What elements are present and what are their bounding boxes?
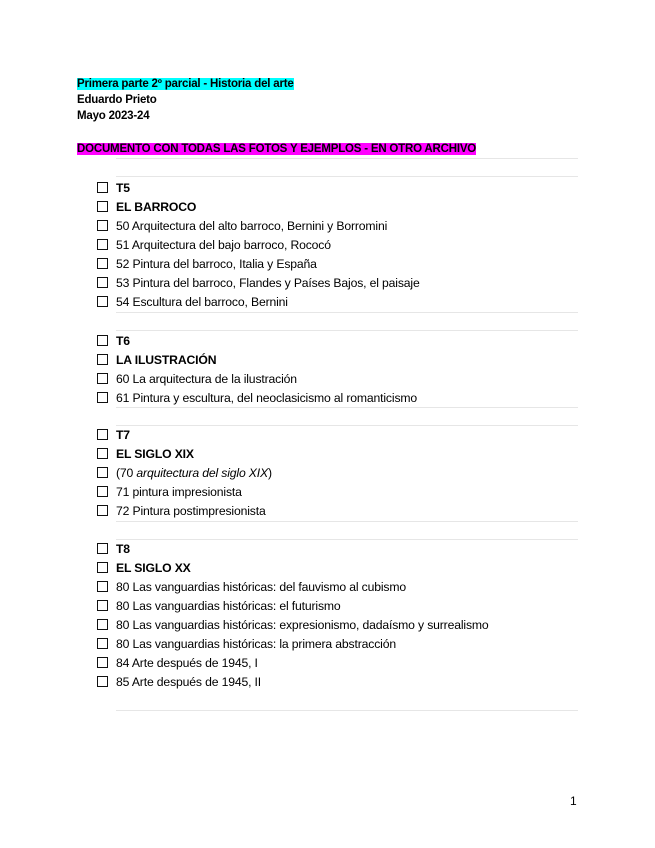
item-label: LA ILUSTRACIÓN: [116, 352, 217, 367]
checkbox[interactable]: [97, 239, 108, 250]
item-label-prefix: (70: [116, 465, 137, 480]
checklist-item[interactable]: [97, 292, 420, 311]
item-label: 80 Las vanguardias históricas: expresionismo, dadaísmo y surrealismo: [116, 617, 489, 632]
checkbox[interactable]: [97, 258, 108, 269]
item-label: 71 pintura impresionista: [116, 484, 242, 499]
checklist-item[interactable]: [97, 273, 420, 292]
item-label: 50 Arquitectura del alto barroco, Bernini y Borromini: [116, 218, 388, 233]
checkbox[interactable]: [97, 429, 108, 440]
item-label: 80 Las vanguardias históricas: la primera abstracción: [116, 636, 396, 651]
checkbox[interactable]: [97, 657, 108, 668]
item-label: T5: [116, 180, 130, 195]
checklist-item[interactable]: [97, 331, 417, 350]
divider: [116, 312, 578, 313]
divider: [116, 710, 578, 711]
document-date: Mayo 2023-24: [77, 110, 150, 122]
item-label-italic: arquitectura del siglo XIX: [136, 465, 268, 480]
checklist-item[interactable]: [97, 197, 420, 216]
checklist-item[interactable]: [97, 425, 272, 444]
item-label: EL SIGLO XX: [116, 560, 191, 575]
checklist-item[interactable]: [97, 369, 417, 388]
external-document-note: [77, 141, 476, 157]
checkbox[interactable]: [97, 562, 108, 573]
document-author: Eduardo Prieto: [77, 94, 157, 106]
checklist-item[interactable]: [97, 501, 272, 520]
checkbox[interactable]: [97, 373, 108, 384]
item-label: [116, 466, 272, 480]
checkbox[interactable]: [97, 448, 108, 459]
divider: [116, 176, 578, 177]
item-label: 84 Arte después de 1945, I: [116, 655, 258, 670]
item-label: T7: [116, 427, 130, 442]
checklist-item[interactable]: [97, 653, 489, 672]
divider: [116, 158, 578, 159]
checkbox[interactable]: [97, 392, 108, 403]
checklist-item[interactable]: [97, 444, 272, 463]
item-label: T8: [116, 541, 130, 556]
checklist-item[interactable]: [97, 254, 420, 273]
item-label: 80 Las vanguardias históricas: del fauvismo al cubismo: [116, 579, 406, 594]
checklist-item[interactable]: [97, 634, 489, 653]
checkbox[interactable]: [97, 600, 108, 611]
checklist-section-t5: [97, 178, 420, 311]
checkbox[interactable]: [97, 581, 108, 592]
checklist-item[interactable]: [97, 558, 489, 577]
item-label: 52 Pintura del barroco, Italia y España: [116, 256, 317, 271]
item-label: EL BARROCO: [116, 199, 197, 214]
checkbox[interactable]: [97, 676, 108, 687]
checklist-section-t6: [97, 331, 417, 407]
document-header: [77, 76, 294, 124]
item-label: 54 Escultura del barroco, Bernini: [116, 294, 288, 309]
checklist-item[interactable]: [97, 596, 489, 615]
checklist-item[interactable]: [97, 539, 489, 558]
checklist-item[interactable]: [97, 178, 420, 197]
checklist-section-t7: [97, 425, 272, 520]
item-label: 53 Pintura del barroco, Flandes y Países Bajos, el paisaje: [116, 275, 420, 290]
item-label: 60 La arquitectura de la ilustración: [116, 371, 297, 386]
checklist-item[interactable]: [97, 350, 417, 369]
header-title-line: [77, 76, 294, 92]
divider: [116, 407, 578, 408]
checklist-section-t8: [97, 539, 489, 691]
item-label: EL SIGLO XIX: [116, 446, 194, 461]
checkbox[interactable]: [97, 354, 108, 365]
checkbox[interactable]: [97, 201, 108, 212]
item-label: T6: [116, 333, 130, 348]
checklist-item[interactable]: [97, 615, 489, 634]
checkbox[interactable]: [97, 220, 108, 231]
checkbox[interactable]: [97, 505, 108, 516]
checkbox[interactable]: [97, 543, 108, 554]
item-label: 72 Pintura postimpresionista: [116, 503, 266, 518]
item-label: 80 Las vanguardias históricas: el futurismo: [116, 598, 341, 613]
page-number: 1: [570, 794, 577, 808]
checkbox[interactable]: [97, 335, 108, 346]
checkbox[interactable]: [97, 467, 108, 478]
checklist-item[interactable]: [97, 577, 489, 596]
item-label: 85 Arte después de 1945, II: [116, 674, 262, 689]
checklist-item[interactable]: [97, 482, 272, 501]
checkbox[interactable]: [97, 619, 108, 630]
item-label-suffix: ): [268, 465, 272, 480]
checklist-item[interactable]: [97, 388, 417, 407]
item-label: 51 Arquitectura del bajo barroco, Rococó: [116, 237, 331, 252]
checkbox[interactable]: [97, 486, 108, 497]
item-label: 61 Pintura y escultura, del neoclasicismo al romanticismo: [116, 390, 418, 405]
external-document-link-text: DOCUMENTO CON TODAS LAS FOTOS Y EJEMPLOS - EN OTRO ARCHIVO: [77, 143, 477, 155]
checkbox[interactable]: [97, 182, 108, 193]
checklist-item[interactable]: [97, 463, 272, 482]
checkbox[interactable]: [97, 638, 108, 649]
checkbox[interactable]: [97, 296, 108, 307]
checklist-item[interactable]: [97, 235, 420, 254]
document-title: Primera parte 2º parcial - Historia del arte: [77, 78, 294, 90]
checklist-item[interactable]: [97, 216, 420, 235]
divider: [116, 521, 578, 522]
checkbox[interactable]: [97, 277, 108, 288]
checklist-item[interactable]: [97, 672, 489, 691]
